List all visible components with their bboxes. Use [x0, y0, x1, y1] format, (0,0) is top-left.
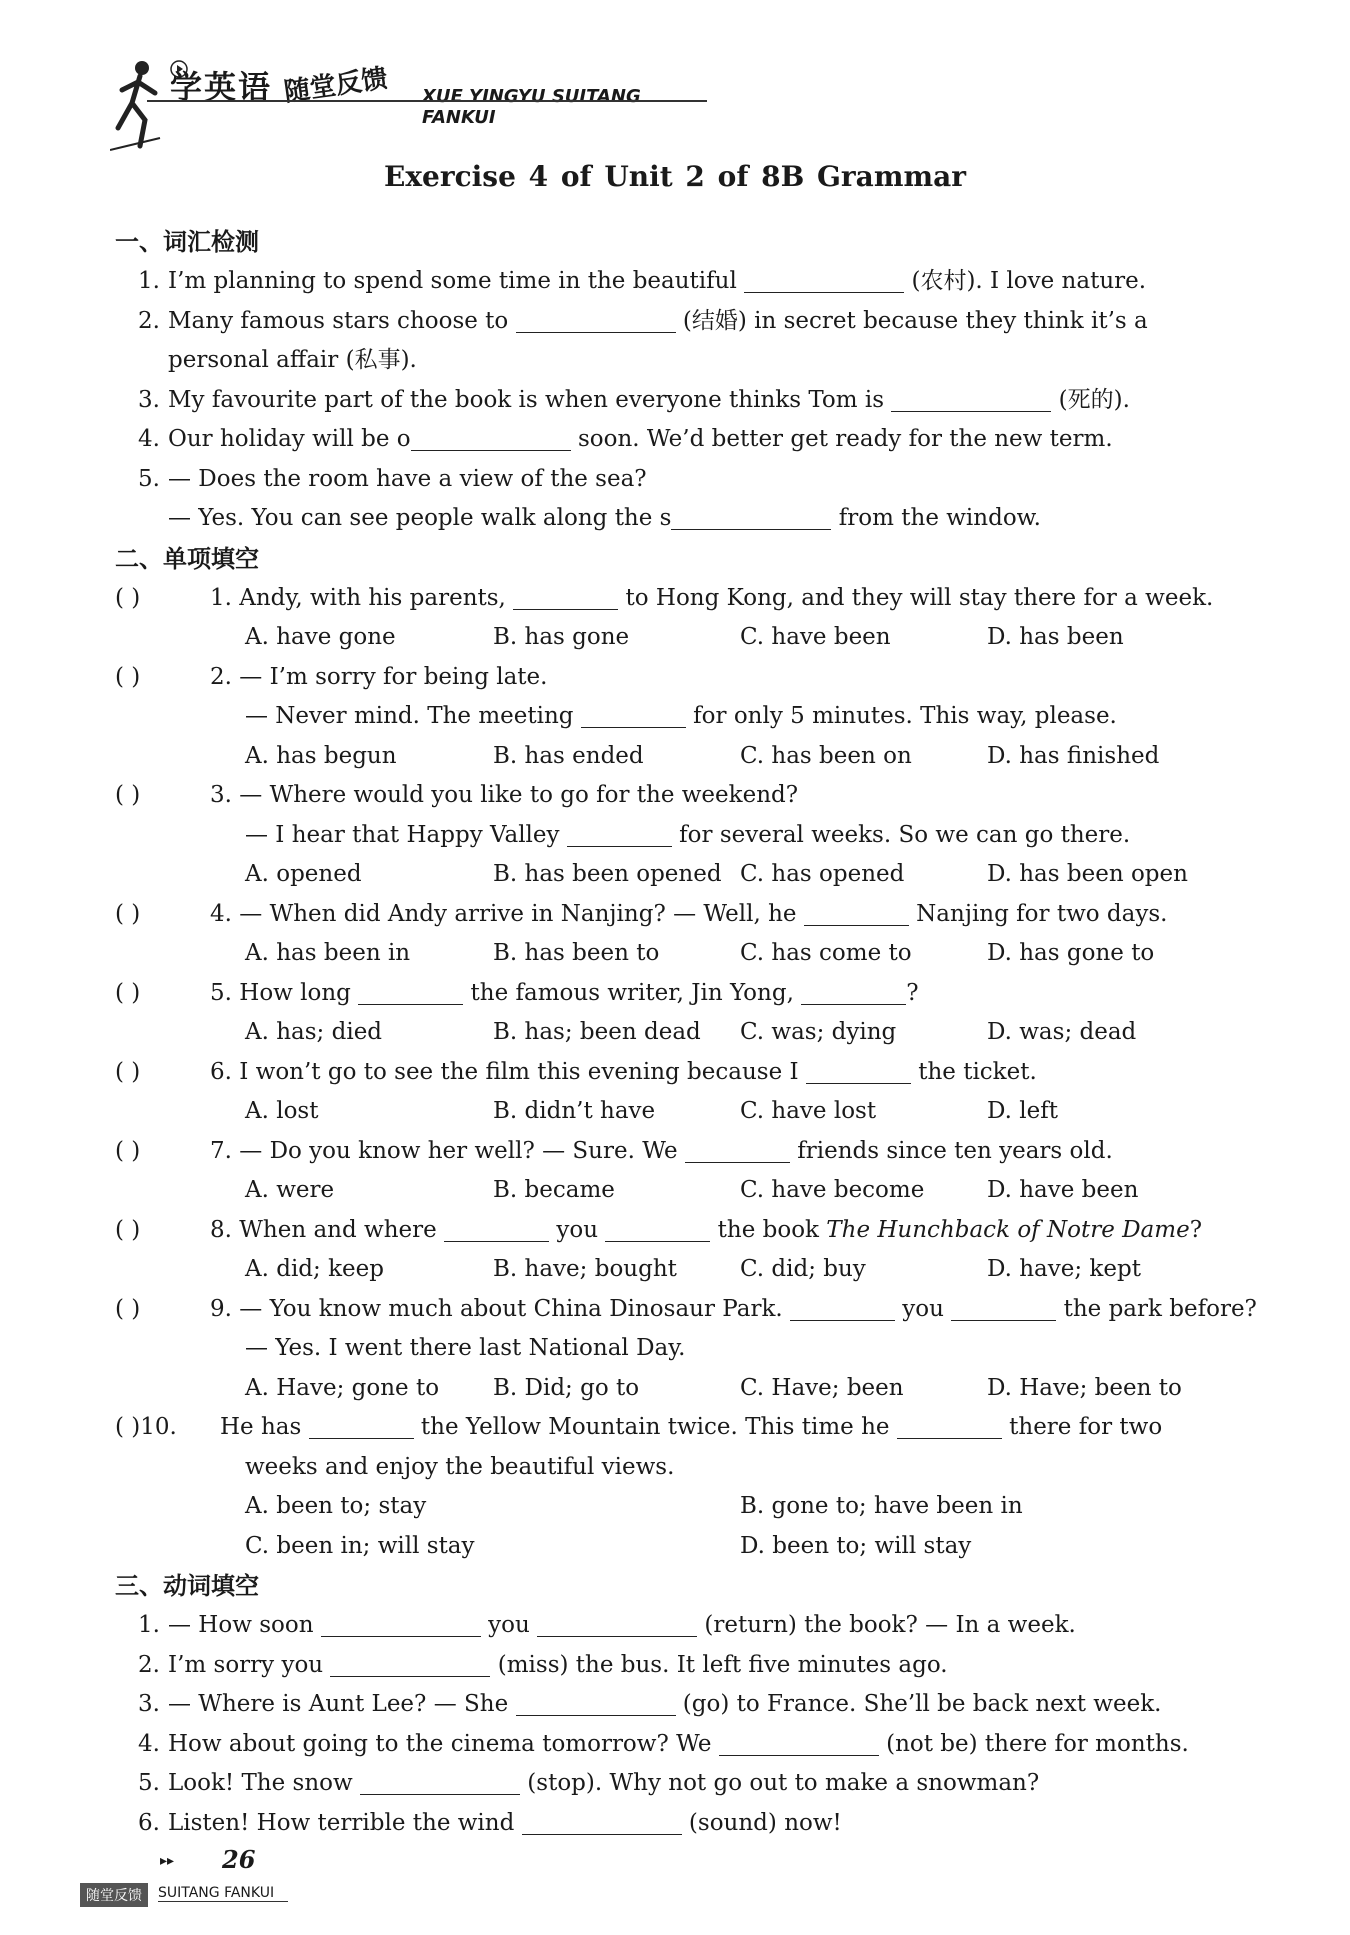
answer-bracket[interactable]: ( ) [115, 1137, 141, 1164]
arrow-icon: ▸▸ [160, 1853, 175, 1869]
option-a: A. has been in [245, 940, 411, 966]
mc-options-7 [115, 1171, 1245, 1211]
runner-icon [110, 58, 170, 153]
answer-bracket[interactable]: ( ) [115, 782, 141, 808]
answer-blank [897, 1414, 1002, 1439]
option-b: B. didn’t have [493, 1098, 656, 1124]
option-c: C. has been on [740, 742, 912, 769]
option-a: A. been to; stay [245, 1493, 427, 1519]
mc-options-6 [115, 1092, 1245, 1132]
mc-question-2-line2: — Never mind. The meeting for only 5 minutes. This way, please. [245, 703, 1117, 729]
option-b: B. Did; go to [493, 1374, 640, 1401]
option-d: D. was; dead [987, 1019, 1137, 1045]
answer-bracket[interactable]: ( ) [115, 900, 141, 927]
option-c: C. have lost [740, 1098, 877, 1124]
mc-question-3: ( ) 3. — Where would you like to go for the weekend? [115, 776, 1245, 816]
page-footer [80, 1845, 300, 1915]
page-header [52, 28, 692, 128]
option-d: D. has been open [987, 861, 1188, 887]
vocab-question-5-cont: — Yes. You can see people walk along the s from the window. [168, 505, 1041, 531]
option-a: A. has begun [245, 742, 397, 769]
vocab-question-2: 2. Many famous stars choose to (结婚) in secret because they think it’s a [138, 307, 1148, 334]
answer-blank[interactable] [744, 268, 904, 293]
answer-blank [444, 1217, 549, 1242]
option-d: D. has gone to [987, 940, 1155, 966]
answer-blank [685, 1138, 790, 1163]
answer-blank [790, 1296, 895, 1321]
mc-question-4: ( ) 4. — When did Andy arrive in Nanjing? — Well, he Nanjing for two days. [115, 895, 1245, 935]
verb-question-3: 3. — Where is Aunt Lee? — She (go) to France. She’ll be back next week. [138, 1691, 1162, 1717]
mc-question-9-line2: — Yes. I went there last National Day. [245, 1335, 686, 1361]
option-b: B. has been opened [493, 861, 722, 887]
logo-subtitle: 随堂反馈 [282, 63, 390, 108]
mc-options-8 [115, 1250, 1245, 1290]
vocab-question-4: 4. Our holiday will be o soon. We’d better get ready for the new term. [138, 426, 1113, 452]
mc-options-4 [115, 934, 1245, 974]
option-b: B. became [493, 1177, 615, 1203]
answer-blank [801, 980, 906, 1005]
option-b: B. gone to; have been in [740, 1493, 1023, 1519]
option-a: A. opened [245, 861, 362, 887]
answer-bracket[interactable]: ( ) [115, 1295, 141, 1322]
verb-question-1: 1. — How soon you (return) the book? — In a week. [138, 1612, 1076, 1638]
answer-blank [605, 1217, 710, 1242]
vocab-question-2-cont: personal affair (私事). [168, 347, 417, 373]
answer-blank [951, 1296, 1056, 1321]
page-number: 26 [222, 1845, 256, 1874]
option-d: D. has been [987, 624, 1124, 650]
option-d: D. been to; will stay [740, 1532, 972, 1559]
answer-blank[interactable] [671, 505, 831, 530]
answer-blank[interactable] [516, 308, 676, 333]
footer-badge: 随堂反馈 [80, 1883, 148, 1907]
vocab-question-3: 3. My favourite part of the book is when everyone thinks Tom is (死的). [138, 386, 1130, 413]
answer-blank[interactable] [360, 1770, 520, 1795]
mc-options-1 [115, 618, 1245, 658]
option-d: D. has finished [987, 742, 1160, 769]
option-a: A. has; died [245, 1019, 383, 1045]
mc-question-5: ( ) 5. How long the famous writer, Jin Yong, ? [115, 974, 1245, 1014]
option-c: C. has opened [740, 861, 905, 887]
logo-pinyin: XUE YINGYU SUITANG FANKUI [422, 86, 641, 128]
option-d: D. have; kept [987, 1256, 1141, 1282]
section-heading-mc: 二、单项填空 [115, 544, 259, 573]
verb-question-2: 2. I’m sorry you (miss) the bus. It left five minutes ago. [138, 1651, 948, 1678]
option-a: A. did; keep [245, 1256, 384, 1282]
answer-bracket[interactable]: ( ) [115, 663, 141, 690]
mc-question-10-line2: weeks and enjoy the beautiful views. [245, 1453, 675, 1480]
answer-bracket[interactable]: ( ) [115, 1216, 141, 1243]
mc-question-10: ( )10. He has the Yellow Mountain twice. This time he there for two [115, 1408, 1245, 1448]
answer-blank[interactable] [411, 426, 571, 451]
option-a: A. lost [245, 1098, 319, 1124]
option-d: D. left [987, 1098, 1058, 1124]
option-c: C. did; buy [740, 1256, 866, 1282]
option-b: B. have; bought [493, 1256, 677, 1282]
option-a: A. were [245, 1177, 335, 1203]
option-d: D. have been [987, 1177, 1139, 1203]
answer-blank [806, 1059, 911, 1084]
answer-blank[interactable] [330, 1652, 490, 1677]
verb-question-6: 6. Listen! How terrible the wind (sound) now! [138, 1809, 842, 1836]
mc-question-3-line2: — I hear that Happy Valley for several weeks. So we can go there. [245, 821, 1131, 848]
mc-options-2 [115, 737, 1245, 777]
answer-blank[interactable] [522, 1810, 682, 1835]
option-c: C. been in; will stay [245, 1532, 475, 1559]
answer-blank [804, 901, 909, 926]
answer-blank[interactable] [537, 1612, 697, 1637]
mc-question-7: ( ) 7. — Do you know her well? — Sure. We friends since ten years old. [115, 1132, 1245, 1172]
option-a: A. have gone [245, 624, 396, 650]
mc-options-10a [115, 1487, 1245, 1527]
answer-blank[interactable] [891, 387, 1051, 412]
answer-bracket[interactable]: ( ) [115, 584, 141, 611]
mc-options-5 [115, 1013, 1245, 1053]
section-heading-verbs: 三、动词填空 [115, 1572, 259, 1600]
answer-blank [358, 980, 463, 1005]
answer-blank[interactable] [516, 1691, 676, 1716]
option-a: A. Have; gone to [245, 1374, 440, 1401]
option-c: C. have been [740, 624, 891, 650]
option-b: B. has; been dead [493, 1019, 701, 1045]
answer-bracket[interactable]: ( ) [115, 1058, 141, 1085]
header-rule [147, 100, 707, 102]
answer-blank [567, 822, 672, 847]
answer-blank[interactable] [719, 1731, 879, 1756]
page-title: Exercise 4 of Unit 2 of 8B Grammar [384, 160, 966, 193]
vocab-question-1: 1. I’m planning to spend some time in the beautiful (农村). I love nature. [138, 268, 1147, 294]
book-title: The Hunchback of Notre Dame [826, 1216, 1190, 1243]
option-d: D. Have; been to [987, 1374, 1182, 1401]
answer-blank [309, 1414, 414, 1439]
mc-options-9 [115, 1369, 1245, 1409]
option-c: C. have become [740, 1177, 925, 1203]
answer-blank [581, 703, 686, 728]
mc-question-6: ( ) 6. I won’t go to see the film this evening because I the ticket. [115, 1053, 1245, 1093]
footer-label: SUITANG FANKUI [158, 1885, 288, 1902]
logo-title: 学英语 [170, 68, 273, 106]
mc-question-1: ( ) 1. Andy, with his parents, to Hong Kong, and they will stay there for a week. [115, 579, 1245, 619]
mc-question-8: ( ) 8. When and where you the book The Hunchback of Notre Dame? [115, 1211, 1245, 1251]
option-b: B. has ended [493, 742, 644, 769]
mc-question-2: ( ) 2. — I’m sorry for being late. [115, 658, 1245, 698]
exercise-content [115, 222, 1257, 1843]
answer-bracket[interactable]: ( ) [115, 979, 141, 1006]
answer-blank[interactable] [321, 1612, 481, 1637]
option-c: C. was; dying [740, 1019, 897, 1045]
mc-options-10b [115, 1527, 1245, 1567]
mc-options-3 [115, 855, 1245, 895]
vocab-question-5: 5. — Does the room have a view of the sea? [138, 465, 647, 492]
answer-bracket[interactable]: ( )10. [115, 1414, 177, 1440]
option-c: C. Have; been [740, 1374, 904, 1401]
option-b: B. has been to [493, 940, 660, 966]
answer-blank [513, 585, 618, 610]
verb-question-4: 4. How about going to the cinema tomorrow? We (not be) there for months. [138, 1730, 1189, 1757]
section-heading-vocab: 一、词汇检测 [115, 228, 259, 256]
verb-question-5: 5. Look! The snow (stop). Why not go out to make a snowman? [138, 1770, 1040, 1796]
option-b: B. has gone [493, 624, 630, 650]
option-c: C. has come to [740, 940, 912, 966]
mc-question-9: ( ) 9. — You know much about China Dinosaur Park. you the park before? [115, 1290, 1245, 1330]
